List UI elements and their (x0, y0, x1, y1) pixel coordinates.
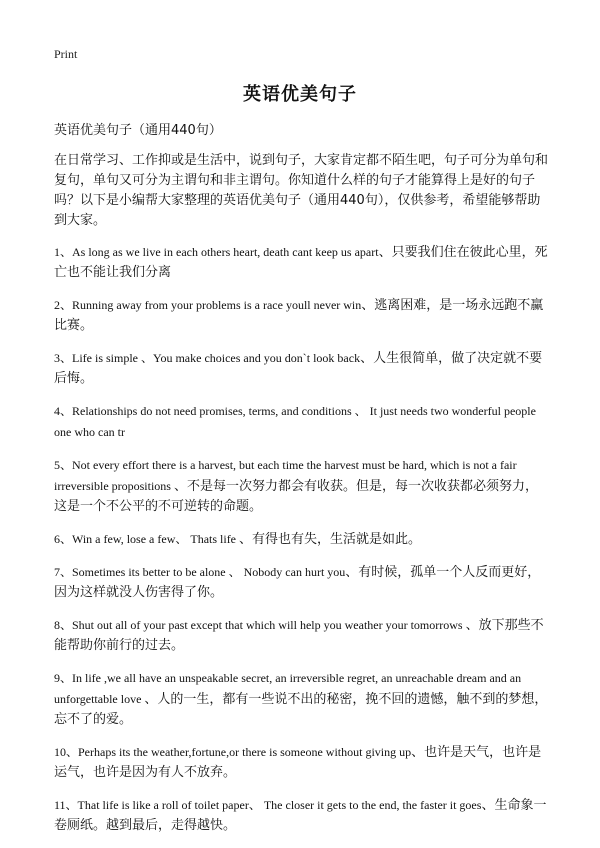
sentence-chinese: 、生命象一卷厕纸。越到最后，走得越快。 (54, 798, 547, 833)
sentence-chinese: 、放下那些不能帮助你前行的过去。 (54, 618, 544, 653)
sentence-item-4 (54, 401, 550, 443)
sentence-item-5 (54, 455, 550, 517)
sentence-chinese: 、人的一生，都有一些说不出的秘密，挽不回的遗憾，触不到的梦想，忘不了的爱。 (54, 692, 548, 727)
sentence-item-9 (54, 668, 550, 730)
sentence-chinese: 、不是每一次努力都会有收获。但是，每一次收获都必须努力，这是一个不公平的不可逆转的命题。 (54, 479, 538, 514)
sentence-item-3 (54, 348, 550, 389)
sentence-chinese: 、有时候，孤单一个人反而更好，因为这样就没人伤害得了你。 (54, 565, 541, 600)
sentence-english: 3、Life is simple 、You make choices and you don`t look back (54, 351, 361, 365)
sentence-english: 6、Win a few, lose a few、 Thats life (54, 532, 240, 546)
sentence-item-2 (54, 295, 550, 336)
sentence-english: 5、Not every effort there is a harvest, but each time the harvest must be hard, which is not a fair irreversible propositions (54, 458, 517, 493)
sentence-item-10 (54, 742, 550, 783)
sentence-english: 9、In life ,we all have an unspeakable secret, an irreversible regret, an unreachable dream and an unforgettable love (54, 671, 522, 706)
sentence-english: 10、Perhaps its the weather,fortune,or there is someone without giving up (54, 745, 412, 759)
sentence-item-8 (54, 615, 550, 656)
sentence-chinese: 、也许是天气，也许是运气，也许是因为有人不放弃。 (54, 745, 542, 780)
document-content (54, 121, 550, 848)
sentence-chinese: 、只要我们住在彼此心里，死亡也不能让我们分离 (54, 245, 548, 280)
sentence-english: 4、Relationships do not need promises, terms, and conditions 、 It just needs two wonderful people one who can tr (54, 404, 536, 439)
print-link[interactable]: Print (54, 47, 78, 61)
sentence-item-11 (54, 795, 550, 836)
sentence-item-6 (54, 529, 550, 550)
intro-paragraph: 在日常学习、工作抑或是生活中，说到句子，大家肯定都不陌生吧，句子可分为单句和复句，单句又可分为主谓句和非主谓句。你知道什么样的句子才能算得上是好的句子吗？以下是小编帮大家整理的英语优美句子（通用440句），仅供参考，希望能够帮助到大家。 (54, 153, 549, 228)
sentence-chinese: 、人生很简单，做了决定就不要后悔。 (54, 351, 543, 386)
document-title: 英语优美句子 (243, 84, 357, 105)
sentence-english: 1、As long as we live in each others heart, death cant keep us apart (54, 245, 379, 259)
sentence-english: 8、Shut out all of your past except that which will help you weather your tomorrows (54, 618, 466, 632)
sentence-item-7 (54, 562, 550, 603)
sentence-english: 11、That life is like a roll of toilet paper、 The closer it gets to the end, the faster it goes (54, 798, 482, 812)
sentence-chinese: 、逃离困难，是一场永远跑不赢比赛。 (54, 298, 544, 333)
sentence-english: 7、Sometimes its better to be alone 、 Nobody can hurt you (54, 565, 346, 579)
sentence-chinese: 、有得也有失，生活就是如此。 (239, 532, 422, 547)
sentence-english: 2、Running away from your problems is a race youll never win (54, 298, 362, 312)
sentence-item-1 (54, 242, 550, 283)
document-subtitle: 英语优美句子（通用440句） (54, 123, 222, 138)
